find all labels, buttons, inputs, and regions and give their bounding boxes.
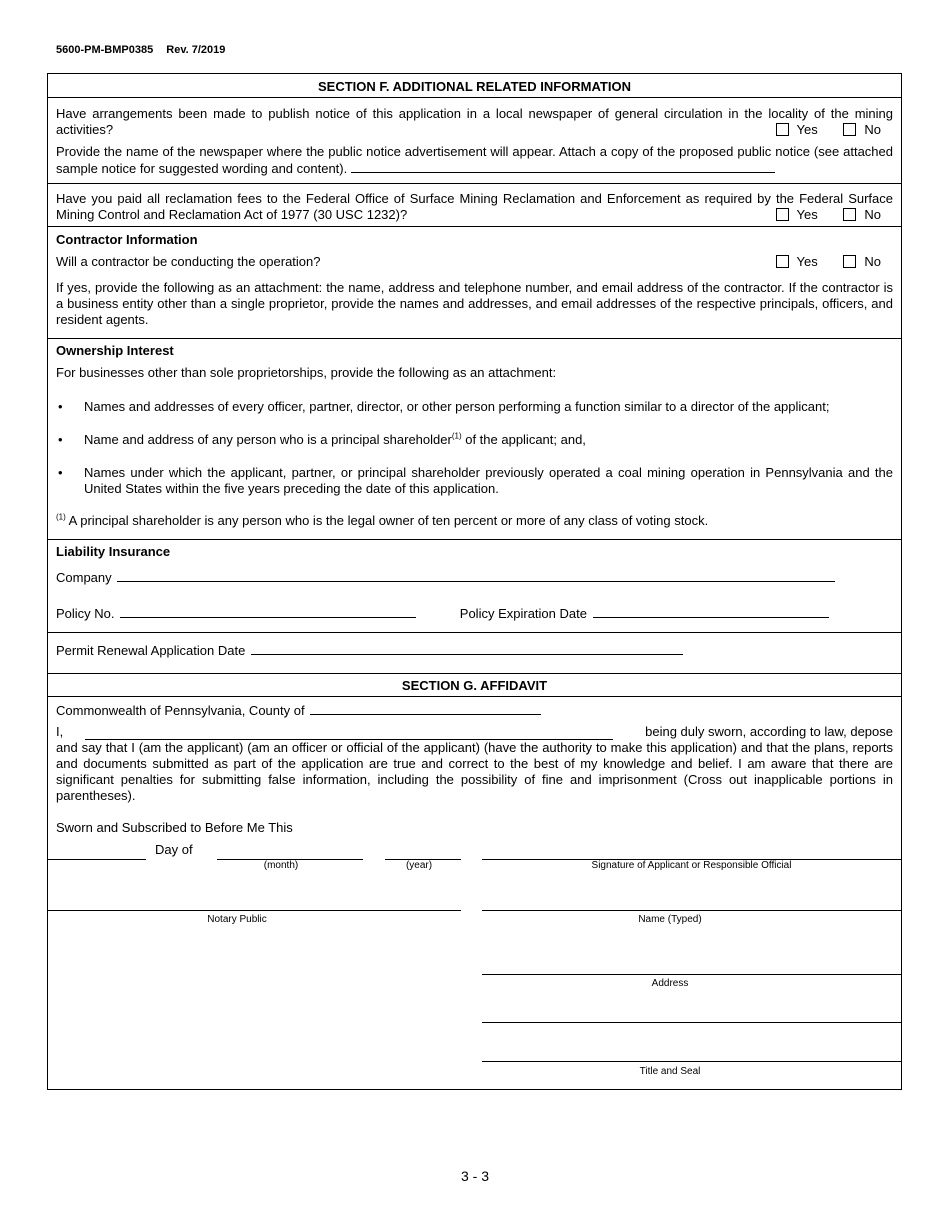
ownership-block bbox=[48, 339, 901, 540]
policy-row bbox=[56, 605, 893, 622]
day-of-label: Day of bbox=[155, 842, 193, 857]
policy-exp-label: Policy Expiration Date bbox=[459, 606, 587, 621]
ownership-bullet-1: • Names and addresses of every officer, partner, director, or other person performing a function similar to a director of the applicant; bbox=[56, 399, 893, 415]
affiant-row bbox=[56, 724, 893, 740]
renewal-block bbox=[48, 633, 901, 674]
checkbox[interactable] bbox=[776, 123, 789, 136]
newspaper-name-field[interactable] bbox=[351, 160, 775, 173]
contractor-block bbox=[48, 227, 901, 339]
affiant-name-field[interactable] bbox=[85, 727, 613, 740]
section-g-title: SECTION G. AFFIDAVIT bbox=[48, 674, 901, 697]
contractor-yes-no bbox=[762, 254, 881, 270]
day-field[interactable] bbox=[48, 859, 146, 860]
form-frame bbox=[47, 73, 902, 1090]
ownership-bullet-3: • Names under which the applicant, partner, or principal shareholder previously operated a coal mining operation in Pennsylvania and the United States within the five years preceding the date of this application. bbox=[56, 465, 893, 497]
form-header bbox=[56, 44, 225, 56]
ownership-heading: Ownership Interest bbox=[56, 343, 174, 358]
newspaper-no-option[interactable]: No bbox=[843, 122, 881, 138]
affidavit-text: and say that I (am the applicant) (am an officer or official of the applicant) (have the authority to make this application) and that the plans, reports and documents submitted as part of the application are true and correct to the best of my knowledge and belief. I am aware that there are significant penalties for submitting false information, including the possibility of fine and imprisonment (Cross out inapplicable portions in parentheses). bbox=[56, 740, 893, 803]
policy-no-field[interactable] bbox=[120, 605, 416, 618]
fees-no-option[interactable]: No bbox=[843, 207, 881, 223]
contractor-heading: Contractor Information bbox=[56, 232, 198, 247]
newspaper-question: Have arrangements been made to publish notice of this application in a local newspaper of general circulation in the locality of the mining activities? bbox=[56, 106, 893, 137]
form-number: 5600-PM-BMP0385 bbox=[56, 44, 154, 56]
checkbox[interactable] bbox=[776, 208, 789, 221]
ownership-bullet-2: • Name and address of any person who is a principal shareholder$^{(1)}$ of the applicant; and, bbox=[56, 432, 893, 448]
sworn-label: being duly sworn, according to law, depose bbox=[645, 724, 893, 739]
contractor-yes-option[interactable]: Yes bbox=[776, 254, 818, 270]
sworn-before: Sworn and Subscribed to Before Me This bbox=[56, 820, 293, 835]
company-row bbox=[56, 569, 893, 586]
newspaper-name-prompt: Provide the name of the newspaper where the public notice advertisement will appear. Attach a copy of the proposed public notice (see attached sample notice for suggested wording and content). bbox=[56, 144, 893, 176]
county-row bbox=[56, 702, 541, 719]
company-field[interactable] bbox=[117, 569, 835, 582]
checkbox[interactable] bbox=[843, 123, 856, 136]
fees-yes-no bbox=[762, 207, 881, 223]
fees-yes-option[interactable]: Yes bbox=[776, 207, 818, 223]
section-f-title: SECTION F. ADDITIONAL RELATED INFORMATION bbox=[48, 74, 901, 98]
liability-heading: Liability Insurance bbox=[56, 544, 171, 559]
notary-caption: Notary Public bbox=[207, 914, 267, 925]
company-label: Company bbox=[56, 570, 112, 585]
liability-block bbox=[48, 540, 901, 633]
newspaper-block bbox=[48, 98, 901, 184]
name-typed-field[interactable] bbox=[482, 910, 901, 911]
signature-caption: Signature of Applicant or Responsible Official bbox=[591, 860, 792, 871]
month-caption: (month) bbox=[263, 860, 299, 871]
title-seal-field[interactable] bbox=[482, 1061, 901, 1062]
form-revision: Rev. 7/2019 bbox=[166, 44, 226, 56]
renewal-label: Permit Renewal Application Date bbox=[56, 643, 246, 658]
address-line-2[interactable] bbox=[482, 1022, 901, 1023]
policy-exp-field[interactable] bbox=[593, 605, 829, 618]
checkbox[interactable] bbox=[843, 255, 856, 268]
address-field[interactable] bbox=[482, 974, 901, 975]
county-label: Commonwealth of Pennsylvania, County of bbox=[56, 703, 305, 718]
newspaper-yes-no bbox=[762, 122, 881, 138]
affidavit-block bbox=[48, 697, 901, 1089]
name-typed-caption: Name (Typed) bbox=[638, 914, 702, 925]
contractor-question: Will a contractor be conducting the operation? bbox=[56, 254, 321, 269]
i-label: I, bbox=[56, 724, 64, 739]
footnote-text: A principal shareholder is any person who is the legal owner of ten percent or more of any class of voting stock. bbox=[65, 513, 709, 528]
year-caption: (year) bbox=[405, 860, 433, 871]
contractor-question-row bbox=[56, 254, 893, 270]
title-seal-caption: Title and Seal bbox=[639, 1066, 701, 1077]
footnote bbox=[56, 513, 893, 529]
renewal-field[interactable] bbox=[251, 642, 683, 655]
newspaper-name-row bbox=[56, 144, 893, 177]
newspaper-question-row bbox=[56, 106, 893, 138]
policy-no-label: Policy No. bbox=[56, 606, 115, 621]
page-number: 3 - 3 bbox=[460, 1168, 489, 1184]
fees-question-row bbox=[56, 191, 893, 223]
footnote-reference: (1) bbox=[451, 431, 462, 441]
address-caption: Address bbox=[651, 978, 689, 989]
checkbox[interactable] bbox=[776, 255, 789, 268]
footnote-marker: (1) bbox=[56, 512, 66, 522]
contractor-no-option[interactable]: No bbox=[843, 254, 881, 270]
county-field[interactable] bbox=[310, 702, 541, 715]
notary-field[interactable] bbox=[48, 910, 461, 911]
ownership-intro: For businesses other than sole proprietorships, provide the following as an attachment: bbox=[56, 365, 557, 380]
contractor-instructions: If yes, provide the following as an attachment: the name, address and telephone number, and email address of the contractor. If the contractor is a business entity other than a single proprietor, provide the names and addresses, and email addresses of the respective principals, officers, and resident agents. bbox=[56, 280, 893, 327]
fees-block bbox=[48, 184, 901, 227]
newspaper-yes-option[interactable]: Yes bbox=[776, 122, 818, 138]
fees-question: Have you paid all reclamation fees to the Federal Office of Surface Mining Reclamation and Enforcement as required by the Federal Surface Mining Control and Reclamation Act of 1977 (30 USC 1232)? bbox=[56, 191, 893, 222]
checkbox[interactable] bbox=[843, 208, 856, 221]
